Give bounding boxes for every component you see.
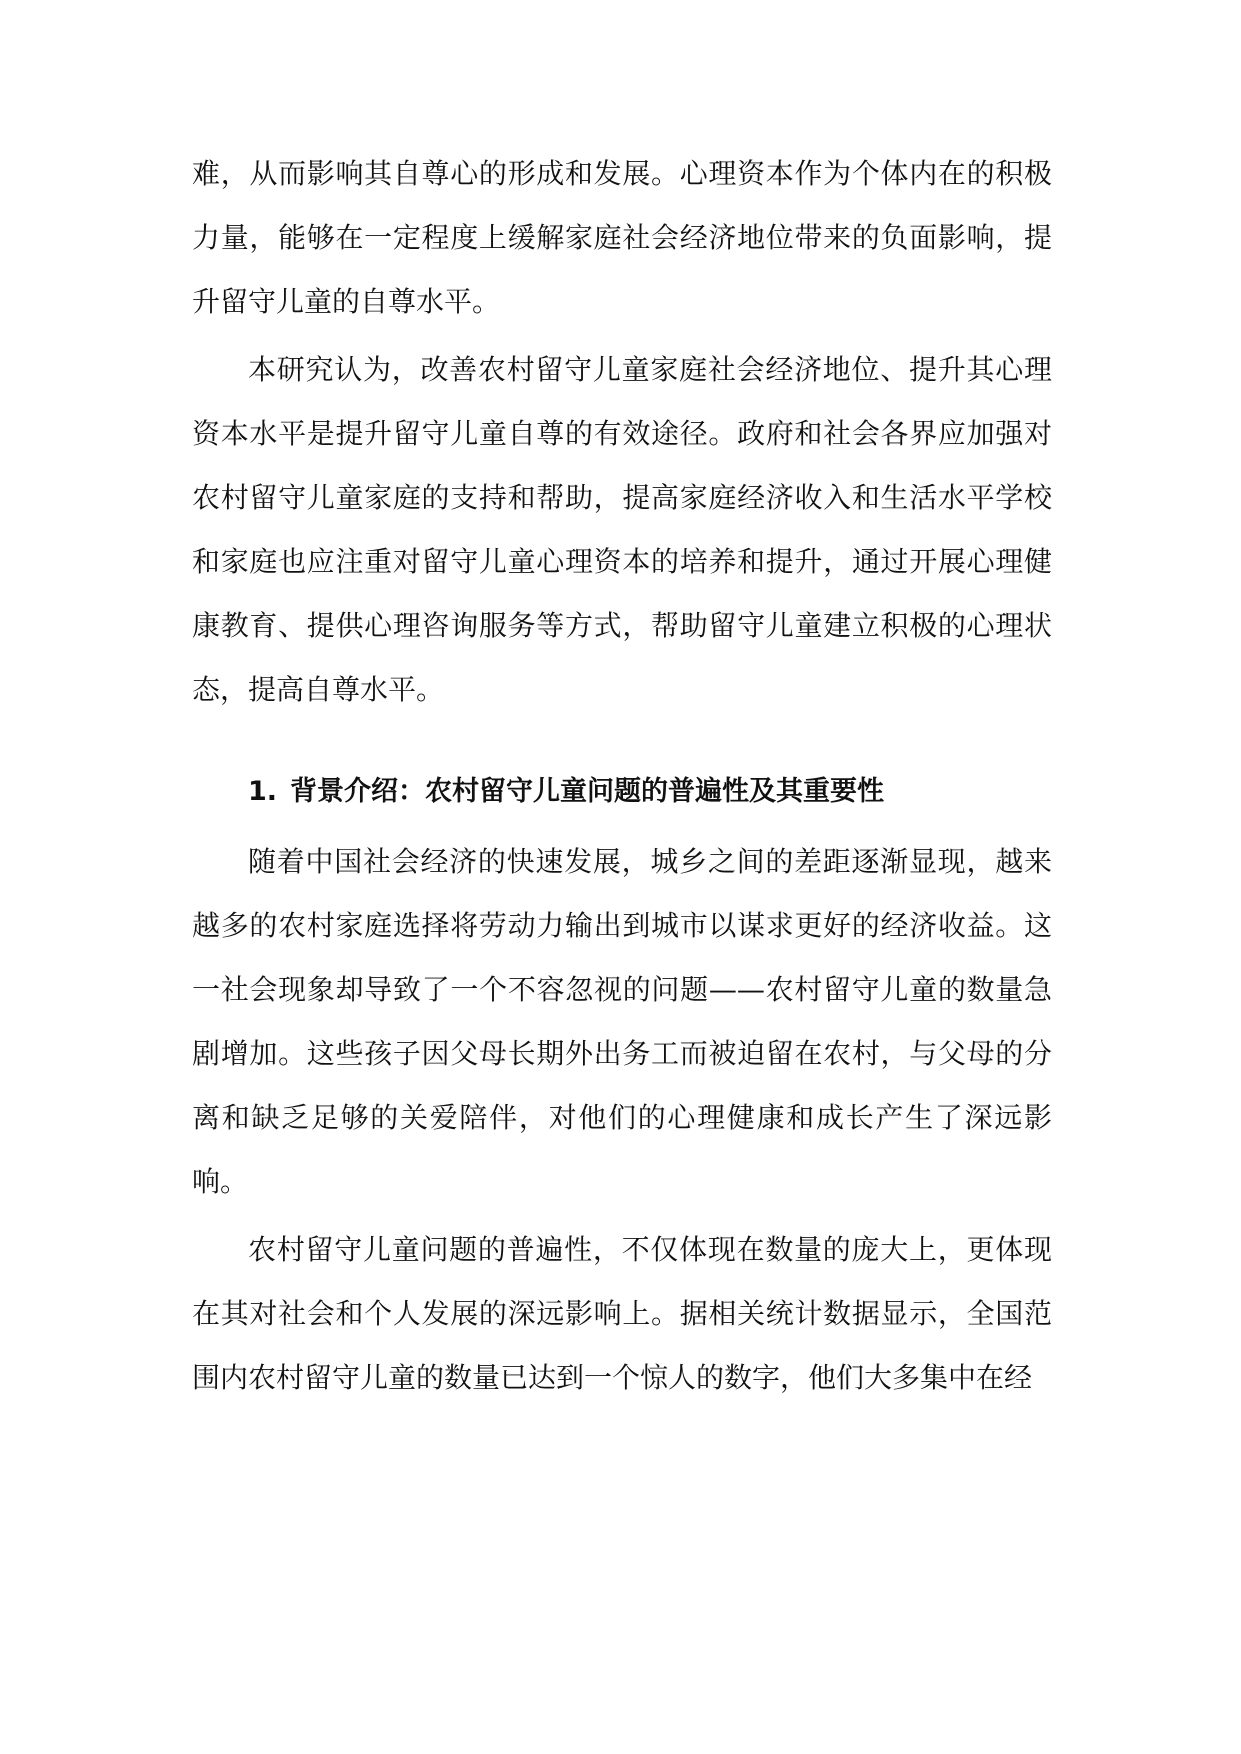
paragraph-3: 随着中国社会经济的快速发展，城乡之间的差距逐渐显现，越来越多的农村家庭选择将劳动力输出到城市以谋求更好的经济收益。这一社会现象却导致了一个不容忽视的问题——农村留守儿童的数量急剧增加。这些孩子因父母长期外出务工而被迫留在农村，与父母的分离和缺乏足够的关爱陪伴，对他们的心理健康和成长产生了深远影响。 xyxy=(192,845,1052,1198)
paragraph-2: 本研究认为，改善农村留守儿童家庭社会经济地位、提升其心理资本水平是提升留守儿童自尊的有效途径。政府和社会各界应加强对农村留守儿童家庭的支持和帮助，提高家庭经济收入和生活水平学校和家庭也应注重对留守儿童心理资本的培养和提升，通过开展心理健康教育、提供心理咨询服务等方式，帮助留守儿童建立积极的心理状态，提高自尊水平。 xyxy=(192,353,1052,706)
document-body xyxy=(192,142,1052,1410)
paragraph-1: 难，从而影响其自尊心的形成和发展。心理资本作为个体内在的积极力量，能够在一定程度上缓解家庭社会经济地位带来的负面影响，提升留守儿童的自尊水平。 xyxy=(192,157,1052,318)
section-title: 背景介绍：农村留守儿童问题的普遍性及其重要性 xyxy=(290,776,884,807)
section-heading xyxy=(192,760,1052,824)
section-number: 1. xyxy=(248,776,278,807)
paragraph-4: 农村留守儿童问题的普遍性，不仅体现在数量的庞大上，更体现在其对社会和个人发展的深远影响上。据相关统计数据显示，全国范围内农村留守儿童的数量已达到一个惊人的数字，他们大多集中在经 xyxy=(192,1233,1052,1394)
